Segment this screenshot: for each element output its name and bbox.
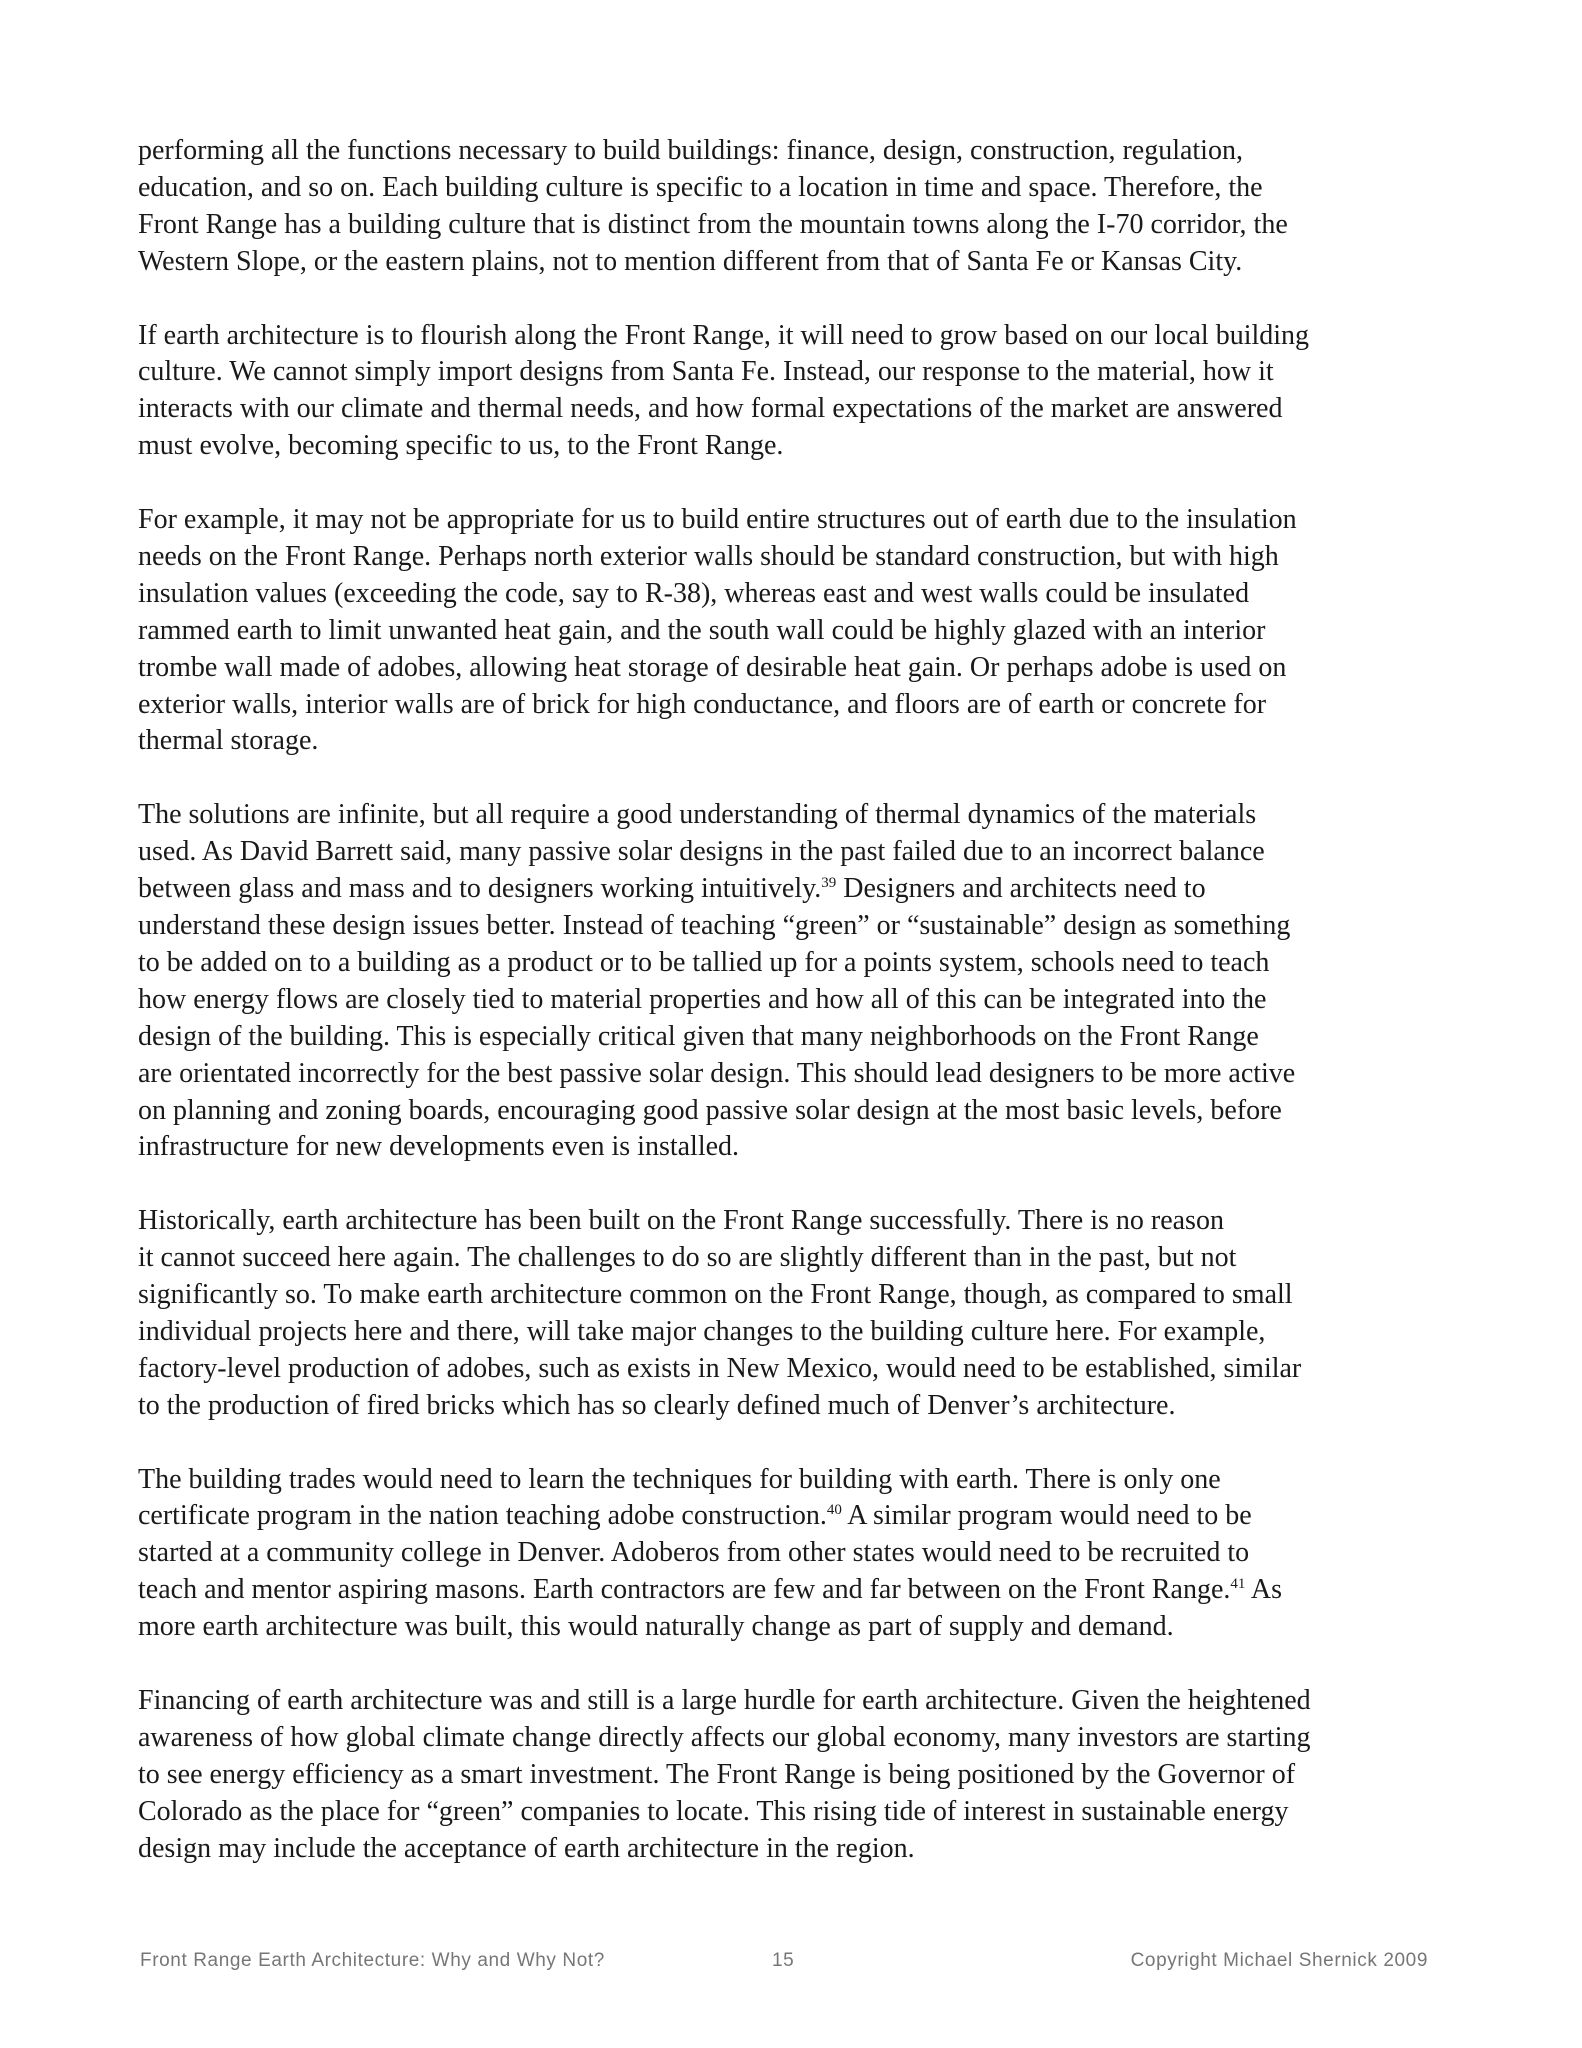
footer-document-title: Front Range Earth Architecture: Why and Why Not? (140, 1950, 605, 1971)
paragraph (138, 797, 1468, 1166)
text-line (138, 1498, 1468, 1535)
text-line: The building trades would need to learn the techniques for building with earth. There is only one (138, 1463, 1221, 1495)
text-segment: between glass and mass and to designers working intuitively. (138, 873, 822, 905)
text-segment: A similar program would need to be (841, 1500, 1252, 1532)
paragraph (138, 133, 1468, 281)
footer-copyright: Copyright Michael Shernick 2009 (1130, 1950, 1428, 1971)
text-line: If earth architecture is to flourish along the Front Range, it will need to grow based on our local building (138, 319, 1310, 351)
text-line: For example, it may not be appropriate for us to build entire structures out of earth due to the insulation (138, 504, 1297, 536)
text-line: performing all the functions necessary to build buildings: finance, design, construction, regulation, (138, 135, 1243, 166)
text-segment: As (1245, 1574, 1282, 1606)
text-line: Colorado as the place for “green” companies to locate. This rising tide of interest in sustainable energy (138, 1795, 1289, 1827)
text-line: thermal storage. (138, 725, 319, 757)
paragraph (138, 1203, 1468, 1424)
text-line: Western Slope, or the eastern plains, not to mention different from that of Santa Fe or Kansas City. (138, 245, 1243, 277)
text-line (138, 1572, 1468, 1609)
text-line: infrastructure for new developments even is installed. (138, 1131, 740, 1163)
text-line: used. As David Barrett said, many passive solar designs in the past failed due to an incorrect balance (138, 836, 1265, 868)
text-line: insulation values (exceeding the code, say to R-38), whereas east and west walls could be insulated (138, 577, 1250, 609)
text-line: rammed earth to limit unwanted heat gain, and the south wall could be highly glazed with an interior (138, 614, 1266, 646)
text-line: education, and so on. Each building culture is specific to a location in time and space. Therefore, the (138, 171, 1263, 203)
footnote-reference: 41 (1230, 1576, 1246, 1593)
page-footer (0, 1950, 1582, 1978)
footer-page-number: 15 (772, 1950, 795, 1971)
document-body (138, 133, 1468, 1904)
text-line: to be added on to a building as a product or to be tallied up for a points system, schools need to teach (138, 946, 1270, 978)
text-line: on planning and zoning boards, encouraging good passive solar design at the most basic levels, before (138, 1094, 1282, 1126)
text-line: more earth architecture was built, this would naturally change as part of supply and demand. (138, 1611, 1174, 1643)
text-line: started at a community college in Denver. Adoberos from other states would need to be recruited to (138, 1537, 1250, 1569)
text-line: are orientated incorrectly for the best passive solar design. This should lead designers to be more active (138, 1057, 1296, 1089)
text-line: The solutions are infinite, but all require a good understanding of thermal dynamics of the materials (138, 799, 1257, 831)
text-line: Financing of earth architecture was and still is a large hurdle for earth architecture. Given the heightened (138, 1684, 1311, 1716)
text-line: exterior walls, interior walls are of brick for high conductance, and floors are of earth or concrete for (138, 688, 1267, 720)
text-line: Historically, earth architecture has been built on the Front Range successfully. There is no reason (138, 1205, 1224, 1237)
footnote-reference: 39 (821, 875, 837, 892)
text-line: must evolve, becoming specific to us, to the Front Range. (138, 430, 784, 462)
paragraph (138, 1462, 1468, 1647)
paragraph (138, 318, 1468, 466)
text-segment: Designers and architects need to (836, 873, 1206, 905)
text-line: design of the building. This is especially critical given that many neighborhoods on the Front Range (138, 1020, 1259, 1052)
paragraph (138, 1683, 1468, 1868)
text-segment: certificate program in the nation teaching adobe construction. (138, 1500, 827, 1532)
text-line: trombe wall made of adobes, allowing heat storage of desirable heat gain. Or perhaps adobe is used on (138, 651, 1287, 683)
text-line: needs on the Front Range. Perhaps north exterior walls should be standard construction, but with high (138, 540, 1279, 572)
text-line: awareness of how global climate change directly affects our global economy, many investors are starting (138, 1721, 1311, 1753)
text-line: significantly so. To make earth architecture common on the Front Range, though, as compared to small (138, 1279, 1293, 1311)
text-line (138, 871, 1468, 908)
text-line: design may include the acceptance of earth architecture in the region. (138, 1832, 915, 1864)
text-line: understand these design issues better. Instead of teaching “green” or “sustainable” design as something (138, 909, 1291, 941)
text-line: interacts with our climate and thermal needs, and how formal expectations of the market are answered (138, 393, 1283, 425)
text-line: it cannot succeed here again. The challenges to do so are slightly different than in the past, but not (138, 1242, 1237, 1274)
text-line: Front Range has a building culture that is distinct from the mountain towns along the I-70 corridor, the (138, 208, 1288, 240)
text-line: to see energy efficiency as a smart investment. The Front Range is being positioned by the Governor of (138, 1758, 1296, 1790)
footnote-reference: 40 (826, 1502, 842, 1519)
text-line: culture. We cannot simply import designs from Santa Fe. Instead, our response to the material, how it (138, 356, 1274, 388)
text-line: factory-level production of adobes, such as exists in New Mexico, would need to be established, similar (138, 1352, 1302, 1384)
paragraph (138, 502, 1468, 760)
text-line: individual projects here and there, will take major changes to the building culture here. For example, (138, 1315, 1266, 1347)
text-segment: teach and mentor aspiring masons. Earth contractors are few and far between on the Front Range. (138, 1574, 1231, 1606)
text-line: how energy flows are closely tied to material properties and how all of this can be integrated into the (138, 983, 1267, 1015)
text-line: to the production of fired bricks which has so clearly defined much of Denver’s architecture. (138, 1389, 1176, 1421)
